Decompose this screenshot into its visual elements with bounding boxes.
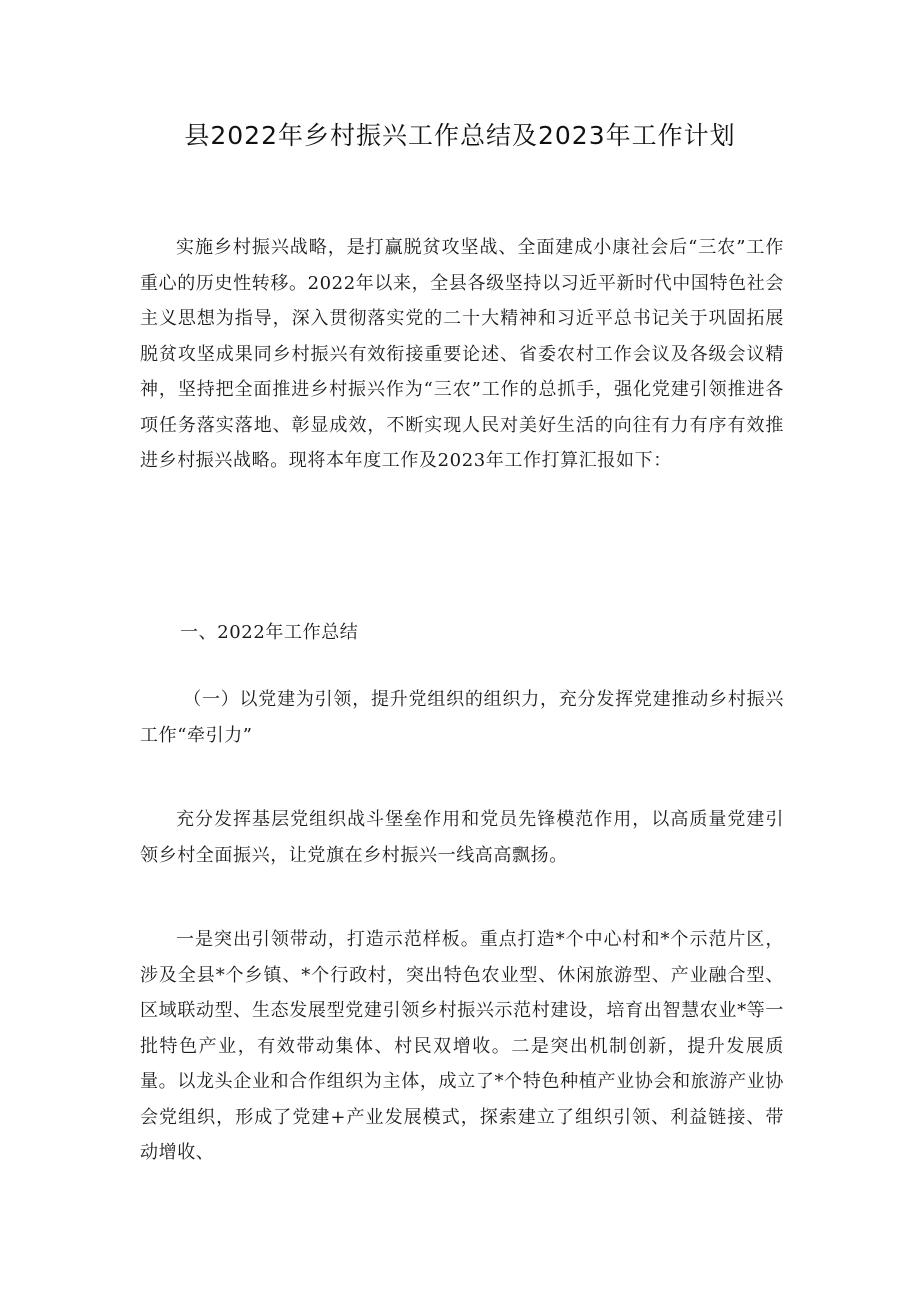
body-paragraph-demonstration: 一是突出引领带动，打造示范样板。重点打造*个中心村和*个示范片区，涉及全县*个乡镇、*个行政村，突出特色农业型、休闲旅游型、产业融合型、区域联动型、生态发展型党建引领乡村振兴示范村建设，培育出智慧农业*等一批特色产业，有效带动集体、村民双增收。二是突出机制创新，提升发展质量。以龙头企业和合作组织为主体，成立了*个特色种植产业协会和旅游产业协会党组织，形成了党建+产业发展模式，探索建立了组织引领、利益链接、带动增收、: [140, 929, 784, 1163]
body-paragraph-grassroots: 充分发挥基层党组织战斗堡垒作用和党员先锋模范作用，以高质量党建引领乡村全面振兴，让党旗在乡村振兴一线高高飘扬。: [140, 809, 784, 866]
subsection-heading-party-building: （一）以党建为引领，提升党组织的组织力，充分发挥党建推动乡村振兴工作“牵引力”: [140, 689, 784, 746]
intro-paragraph: 实施乡村振兴战略，是打赢脱贫攻坚战、全面建成小康社会后“三农”工作重心的历史性转移。2022年以来，全县各级坚持以习近平新时代中国特色社会主义思想为指导，深入贯彻落实党的二十大精神和习近平总书记关于巩固拓展脱贫攻坚成果同乡村振兴有效衔接重要论述、省委农村工作会议及各级会议精神，坚持把全面推进乡村振兴作为“三农”工作的总抓手，强化党建引领推进各项任务落实落地、彰显成效，不断实现人民对美好生活的向往有力有序有效推进乡村振兴战略。现将本年度工作及2023年工作打算汇报如下：: [140, 237, 784, 471]
section-heading-work-summary: 一、2022年工作总结: [180, 622, 359, 643]
document-title: 县2022年乡村振兴工作总结及2023年工作计划: [184, 121, 736, 150]
